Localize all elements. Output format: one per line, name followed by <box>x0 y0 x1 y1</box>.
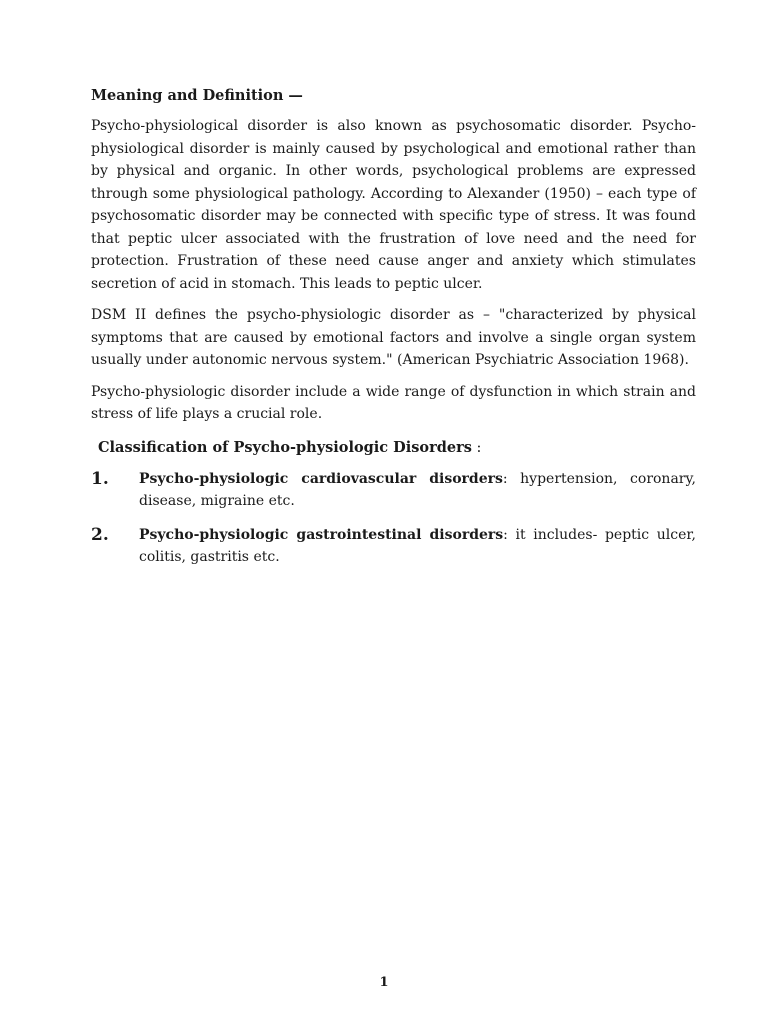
list-item-number: 2. <box>91 524 109 545</box>
classification-heading <box>98 438 696 458</box>
classification-heading-colon: : <box>471 439 482 456</box>
paragraph-3: Psycho-physiologic disorder include a wide range of dysfunction in which strain and stress of life plays a crucial role. <box>91 383 696 422</box>
document-body <box>91 86 696 580</box>
list-item-body <box>139 524 696 569</box>
list-item-term: Psycho-physiologic gastrointestinal disorders <box>139 526 504 543</box>
classification-heading-text: Classification of Psycho-physiologic Disorders <box>98 438 472 456</box>
paragraph-1: Psycho-physiological disorder is also known as psychosomatic disorder. Psycho-physiological disorder is mainly caused by psychological and emotional rather than by physical and organic. In other words, psychological problems are expressed through some physiological pathology. According to Alexander (1950) – each type of psychosomatic disorder may be connected with specific type of stress. It was found that peptic ulcer associated with the frustration of love need and the need for protection. Frustration of these need cause anger and anxiety which stimulates secretion of acid in stomach. This leads to peptic ulcer. <box>91 118 696 292</box>
list-item-number: 1. <box>91 468 109 489</box>
list-item-term: Psycho-physiologic cardiovascular disorders <box>139 470 503 487</box>
list-item <box>91 468 696 513</box>
list-item <box>91 524 696 569</box>
section-heading: Meaning and Definition — <box>91 87 303 104</box>
list-item-text: : hypertension, coronary, disease, migraine etc. <box>139 470 696 509</box>
list-item-text: : it includes- peptic ulcer, colitis, gastritis etc. <box>139 526 696 565</box>
page-number: 1 <box>379 975 389 990</box>
list-item-body <box>139 468 696 513</box>
paragraph-2: DSM II defines the psycho-physiologic disorder as – "characterized by physical symptoms that are caused by emotional factors and involve a single organ system usually under autonomic nervous system." (American Psychiatric Association 1968). <box>91 307 696 368</box>
